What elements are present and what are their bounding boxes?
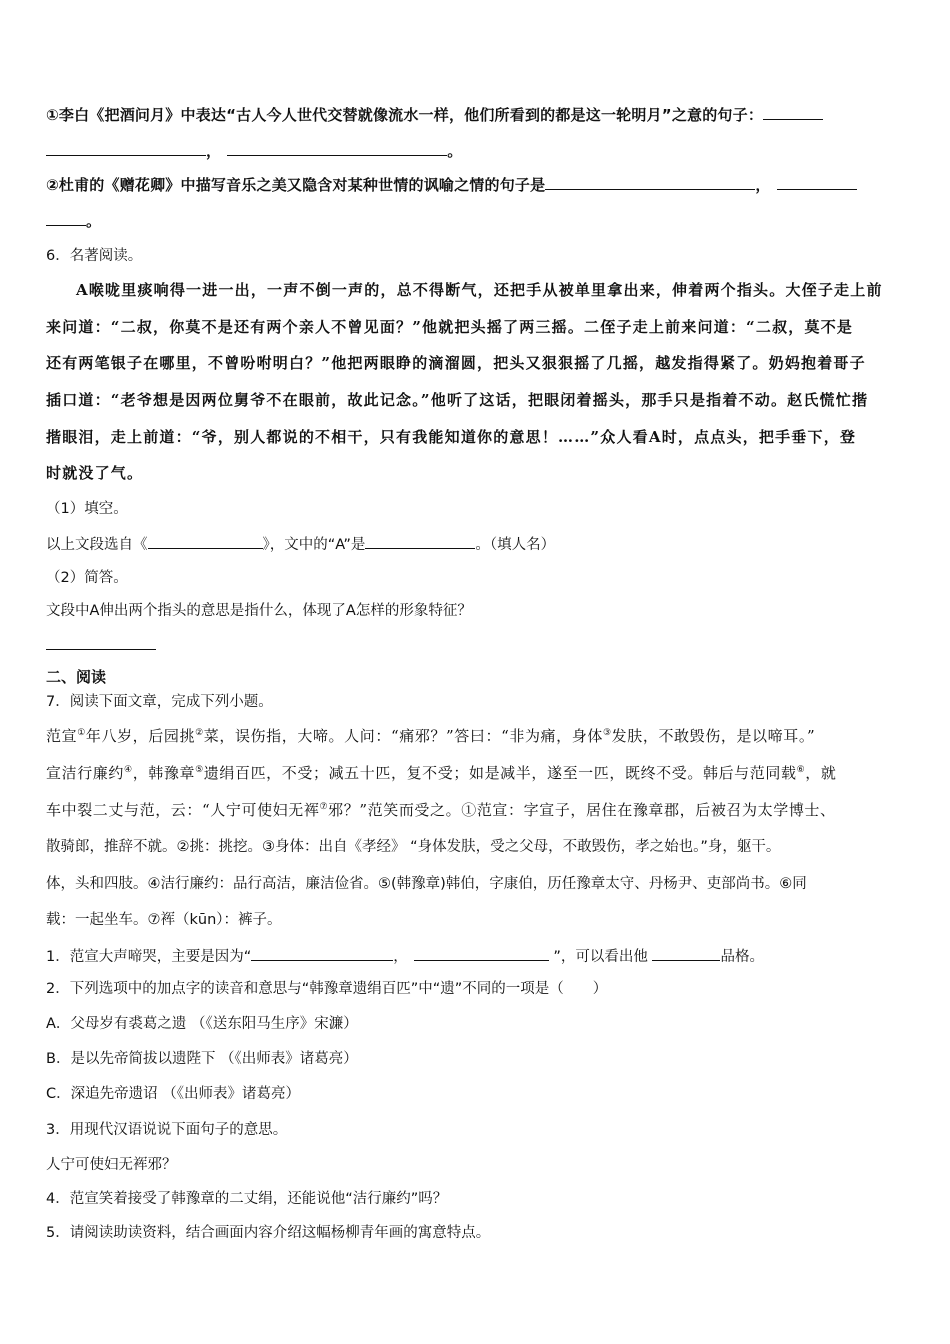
q7-sub1-blank-c[interactable]	[652, 945, 720, 961]
q6-fill-end: 。（填人名）	[475, 537, 556, 553]
text-seg: 车中裂二丈与范，云：“人宁可使妇无裈	[46, 801, 320, 819]
q5-item2-blank-b-start[interactable]	[777, 174, 857, 190]
q7-sub1-end: 品格。	[720, 949, 764, 965]
q5-item2-line2	[46, 210, 101, 231]
footnote-ref-6: ⑥	[796, 765, 806, 775]
q5-item2-end: 。	[86, 212, 102, 230]
q5-item1-blank-a[interactable]	[46, 140, 206, 156]
q5-item1-blank-b[interactable]	[227, 140, 447, 156]
q7-sub1-blank-b[interactable]	[414, 945, 549, 961]
q6-question: 文段中A伸出两个指头的意思是指什么，体现了A怎样的形象特征？	[46, 603, 472, 619]
q5-item2-sep: ，	[755, 176, 771, 194]
q5-item1-sep: ，	[206, 142, 222, 160]
q7-text-line-2	[46, 763, 836, 783]
q7-title: 7．阅读下面文章，完成下列小题。	[46, 694, 273, 710]
q6-book-title-blank[interactable]	[148, 533, 263, 549]
q7-sub1-prefix: 1．范宣大声啼哭，主要是因为“	[46, 949, 252, 965]
text-seg: 宣洁行廉约	[46, 764, 125, 782]
q6-answer-line[interactable]	[46, 649, 156, 650]
q7-sub2: 2．下列选项中的加点字的读音和意思与“韩豫章遗绢百匹”中“遗”不同的一项是（ ）	[46, 981, 608, 997]
text-seg: 遗绢百匹，不受；减五十匹，复不受；如是减半，遂至一匹，既终不受。韩后与范同载	[203, 764, 797, 782]
q5-item1-end: 。	[447, 142, 463, 160]
q7-option-c[interactable]: C．深追先帝遗诏 （《出师表》诸葛亮）	[46, 1086, 300, 1102]
q6-passage-line-2: 来问道：“二叔，你莫不是还有两个亲人不曾见面？”他就把头摇了两三摇。二侄子走上前来问道：“二叔，莫不是	[46, 318, 854, 336]
q5-item1-line2	[46, 140, 462, 161]
q7-text-line-3	[46, 800, 836, 820]
footnote-ref-3: ③	[602, 728, 612, 738]
q5-item1-blank-a-start[interactable]	[763, 104, 823, 120]
section-heading-reading: 二、阅读	[46, 668, 107, 686]
q6-fill-line	[46, 533, 555, 555]
q7-sub4: 4．范宣笑着接受了韩豫章的二丈绢，还能说他“洁行廉约”吗？	[46, 1191, 448, 1207]
q5-item2-blank-b[interactable]	[46, 210, 86, 226]
text-seg: 年八岁，后园挑	[85, 727, 196, 745]
q6-passage-line-1: A喉咙里痰响得一进一出，一声不倒一声的，总不得断气，还把手从被单里拿出来，伸着两个指头。大侄子走上前	[76, 281, 883, 299]
text-seg: 发肤，不敢毁伤，是以啼耳。”	[611, 727, 816, 745]
q7-notes-line-3: 载：一起坐车。⑦裈（kūn）：裤子。	[46, 912, 282, 928]
text-seg: ，就	[805, 764, 837, 782]
q6-character-name-blank[interactable]	[365, 533, 475, 549]
q7-notes-line-1: 散骑郎，推辞不就。②挑：挑挖。③身体：出自《孝经》 “身体发肤，受之父母，不敢毁伤，孝之始也。”身，躯干。	[46, 839, 781, 855]
q6-passage-line-6: 时就没了气。	[46, 464, 144, 482]
footnote-ref-2: ②	[195, 728, 204, 738]
footnote-ref-5: ⑤	[195, 765, 204, 775]
q7-notes-line-2: 体，头和四肢。④洁行廉约：品行高洁，廉洁俭省。⑤(韩豫章)韩伯，字康伯，历任豫章太守、丹杨尹、吏部尚书。⑥同	[46, 876, 807, 892]
text-seg: 菜，误伤指，大啼。人问：“痛邪？”答曰：“非为痛，身体	[203, 727, 603, 745]
q6-title-text: 6．名著阅读。	[46, 248, 143, 264]
q7-sub5: 5．请阅读助读资料，结合画面内容介绍这幅杨柳青年画的寓意特点。	[46, 1225, 491, 1241]
q7-sub1-sep: ，	[393, 949, 408, 965]
footnote-ref-1: ①	[77, 728, 86, 738]
q7-sub3-sentence: 人宁可使妇无裈邪？	[46, 1157, 177, 1173]
q6-fill-prefix: 以上文段选自《	[46, 537, 148, 553]
q7-sub3: 3．用现代汉语说说下面句子的意思。	[46, 1122, 288, 1138]
text-seg: ，韩豫章	[132, 764, 196, 782]
q6-title	[46, 246, 142, 266]
q7-sub1	[46, 945, 764, 967]
text-seg: 范宣	[46, 727, 78, 745]
q6-passage-line-5: 揩眼泪，走上前道：“爷，别人都说的不相干，只有我能知道你的意思！……”众人看A时，点点头，把手垂下，登	[46, 428, 857, 446]
q5-item2-prompt: ②杜甫的《赠花卿》中描写音乐之美又隐含对某种世情的讽喻之情的句子是	[46, 176, 546, 194]
q7-sub1-mid: ”，可以看出他	[548, 949, 653, 965]
q7-option-b[interactable]: B．是以先帝简拔以遗陛下 （《出师表》诸葛亮）	[46, 1051, 358, 1067]
q6-passage-line-4: 插口道：“老爷想是因两位舅爷不在眼前，故此记念。”他听了这话，把眼闭着摇头，那手只是指着不动。赵氏慌忙揩	[46, 391, 869, 409]
q5-item2-line1	[46, 174, 857, 195]
q7-sub1-blank-a[interactable]	[251, 945, 393, 961]
q7-text-line-1	[46, 726, 815, 746]
q7-option-a[interactable]: A．父母岁有裘葛之遗 （《送东阳马生序》宋濂）	[46, 1016, 358, 1032]
q6-sub2-label: （2）简答。	[46, 570, 128, 586]
q5-item1-prompt: ①李白《把酒问月》中表达“古人今人世代交替就像流水一样，他们所看到的都是这一轮明月”之意的句子：	[46, 106, 764, 124]
footnote-ref-4: ④	[124, 765, 133, 775]
q5-item1-line1	[46, 104, 823, 125]
footnote-ref-7: ⑦	[319, 802, 329, 812]
text-seg: 邪？”范笑而受之。①范宣：字宣子，居住在豫章郡，后被召为太学博士、	[328, 801, 836, 819]
q5-item2-blank-a[interactable]	[545, 174, 755, 190]
q6-sub1-label: （1）填空。	[46, 501, 128, 517]
q6-fill-mid: 》，文中的“A”是	[262, 537, 366, 553]
q6-passage-line-3: 还有两笔银子在哪里，不曾吩咐明白？”他把两眼睁的滴溜圆，把头又狠狠摇了几摇，越发指得紧了。奶妈抱着哥子	[46, 354, 866, 372]
